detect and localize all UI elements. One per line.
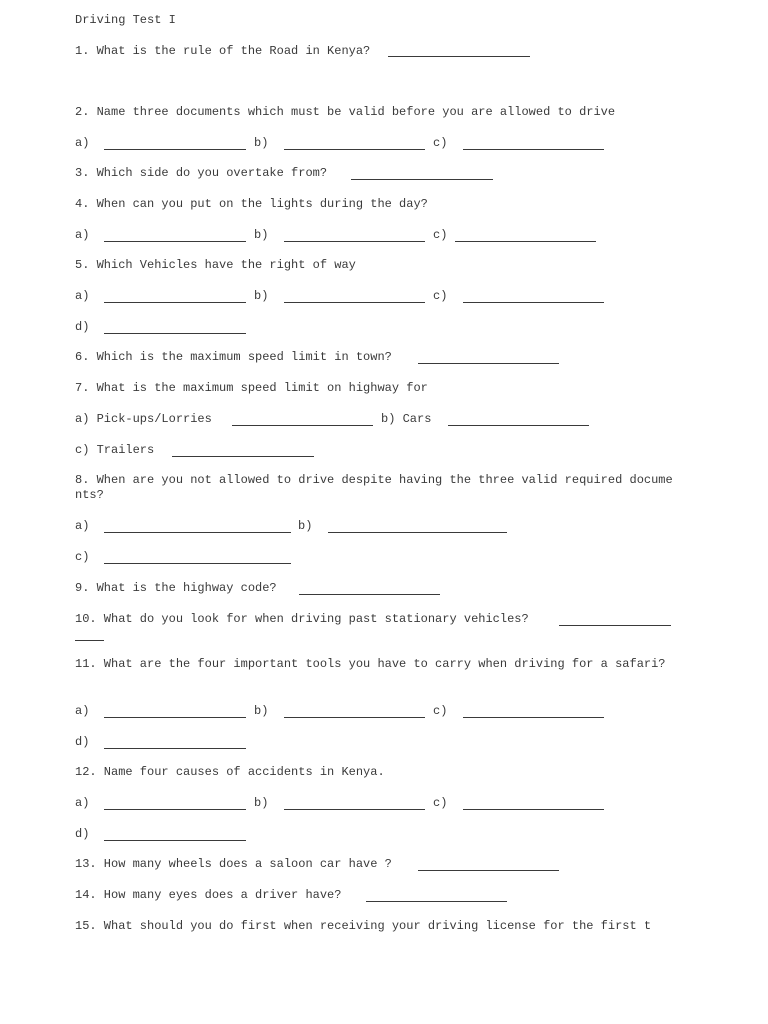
question-1: 1. What is the rule of the Road in Kenya? (75, 44, 371, 58)
label-a: a) (75, 136, 90, 150)
question-7: 7. What is the maximum speed limit on highway for (75, 381, 428, 395)
question-3: 3. Which side do you overtake from? (75, 166, 328, 180)
answer-line-14[interactable] (366, 901, 507, 902)
label-7a: a) Pick-ups/Lorries (75, 412, 212, 426)
question-2: 2. Name three documents which must be valid before you are allowed to drive (75, 105, 616, 119)
label-d: d) (75, 320, 90, 334)
answer-line-11c[interactable] (463, 717, 604, 718)
answer-line-4c[interactable] (455, 241, 596, 242)
label-a: a) (75, 289, 90, 303)
label-c: c) (75, 550, 90, 564)
answer-line-9[interactable] (299, 594, 440, 595)
answer-line-10[interactable] (559, 625, 671, 626)
answer-line-7a[interactable] (232, 425, 373, 426)
question-13: 13. How many wheels does a saloon car have ? (75, 857, 392, 871)
answer-line-12d[interactable] (104, 840, 246, 841)
question-14: 14. How many eyes does a driver have? (75, 888, 342, 902)
label-7c: c) Trailers (75, 443, 155, 457)
question-9: 9. What is the highway code? (75, 581, 277, 595)
answer-line-1[interactable] (388, 56, 530, 57)
question-12: 12. Name four causes of accidents in Kenya. (75, 765, 385, 779)
answer-line-12c[interactable] (463, 809, 604, 810)
answer-line-11b[interactable] (284, 717, 425, 718)
answer-line-4b[interactable] (284, 241, 425, 242)
question-15: 15. What should you do first when receiving your driving license for the first t (75, 919, 652, 933)
label-7b: b) Cars (381, 412, 432, 426)
label-d: d) (75, 827, 90, 841)
label-a: a) (75, 704, 90, 718)
label-c: c) (433, 228, 448, 242)
label-b: b) (254, 136, 269, 150)
question-6: 6. Which is the maximum speed limit in town? (75, 350, 392, 364)
answer-line-2a[interactable] (104, 149, 246, 150)
answer-line-2c[interactable] (463, 149, 604, 150)
answer-line-8b[interactable] (328, 532, 507, 533)
label-c: c) (433, 796, 448, 810)
question-10: 10. What do you look for when driving past stationary vehicles? (75, 612, 529, 626)
question-8: 8. When are you not allowed to drive despite having the three valid required documents? (75, 473, 673, 502)
answer-line-6[interactable] (418, 363, 559, 364)
label-a: a) (75, 228, 90, 242)
answer-line-8a[interactable] (104, 532, 291, 533)
label-c: c) (433, 704, 448, 718)
answer-line-10-cont[interactable] (75, 640, 104, 641)
label-b: b) (254, 704, 269, 718)
answer-line-13[interactable] (418, 870, 559, 871)
question-11: 11. What are the four important tools you have to carry when driving for a safari? (75, 657, 666, 671)
question-5: 5. Which Vehicles have the right of way (75, 258, 356, 272)
answer-line-4a[interactable] (104, 241, 246, 242)
label-b: b) (254, 289, 269, 303)
answer-line-8c[interactable] (104, 563, 291, 564)
label-a: a) (75, 796, 90, 810)
answer-line-3[interactable] (351, 179, 493, 180)
test-title: Driving Test I (75, 13, 176, 27)
answer-line-5c[interactable] (463, 302, 604, 303)
answer-line-5b[interactable] (284, 302, 425, 303)
answer-line-5d[interactable] (104, 333, 246, 334)
label-b: b) (298, 519, 313, 533)
label-c: c) (433, 136, 448, 150)
answer-line-2b[interactable] (284, 149, 425, 150)
label-d: d) (75, 735, 90, 749)
answer-line-11a[interactable] (104, 717, 246, 718)
answer-line-12b[interactable] (284, 809, 425, 810)
answer-line-12a[interactable] (104, 809, 246, 810)
answer-line-11d[interactable] (104, 748, 246, 749)
label-a: a) (75, 519, 90, 533)
answer-line-7b[interactable] (448, 425, 589, 426)
label-b: b) (254, 228, 269, 242)
label-c: c) (433, 289, 448, 303)
answer-line-5a[interactable] (104, 302, 246, 303)
question-4: 4. When can you put on the lights during the day? (75, 197, 428, 211)
answer-line-7c[interactable] (172, 456, 314, 457)
label-b: b) (254, 796, 269, 810)
